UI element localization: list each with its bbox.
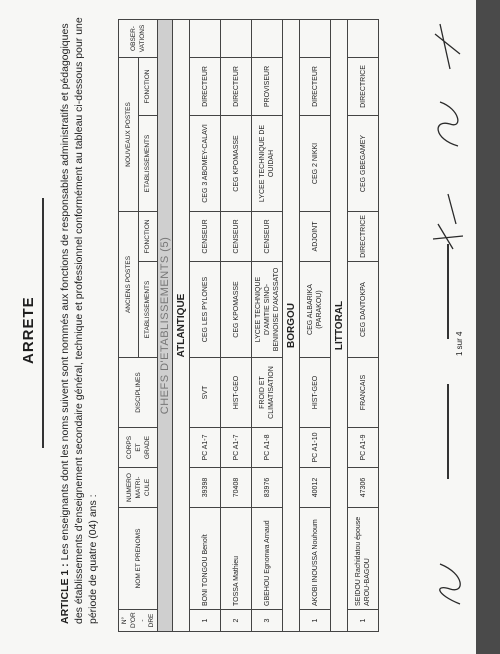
page-number: 1 sur 4 (455, 331, 464, 356)
cell-observation (221, 19, 252, 57)
cell-matricule: 40012 (300, 468, 331, 508)
cell-corps: PC A1-7 (221, 428, 252, 468)
cell-num: 1 (300, 610, 331, 632)
cell-corps: PC A1-7 (190, 428, 221, 468)
cell-discipline: HIST-GEO (300, 358, 331, 428)
cell-old-etab: LYCEE TECHNIQUE D'AMITIE SINO-BENINOISE D'AKASSATO (252, 262, 283, 358)
header-name: NOM ET PRENOMS (119, 508, 158, 610)
section-title: BORGOU (283, 19, 300, 631)
title-underline (42, 198, 44, 448)
cell-name: SEIDOU Rachidatou épouse AROU-BAGOU (348, 508, 379, 610)
section-title: LITTORAL (331, 19, 348, 631)
document-title: ARRETE (20, 296, 37, 364)
cell-corps: PC A1-8 (252, 428, 283, 468)
table-row (300, 19, 331, 631)
header-anciens-postes: ANCIENS POSTES (119, 211, 139, 357)
cell-new-fonction: DIRECTEUR (300, 57, 331, 115)
cell-num: 2 (221, 610, 252, 632)
table-row (190, 19, 221, 631)
signature-initial (428, 94, 468, 154)
cell-discipline: SVT (190, 358, 221, 428)
cell-new-fonction: DIRECTEUR (190, 57, 221, 115)
category-band: CHEFS D'ETABLISSEMENTS (5) (158, 19, 173, 631)
header-corps: CORPS ET GRADE (119, 428, 158, 468)
header-old-etab: ETABLISSEMENTS (138, 262, 158, 358)
cell-name: BONI TONGOU Benoît (190, 508, 221, 610)
cell-new-etab: CEG 3 ABOMEY-CALAVI (190, 115, 221, 211)
header-new-etab: ETABLISSEMENTS (138, 115, 158, 211)
cell-old-etab: CEG KPOMASSE (221, 262, 252, 358)
signature-initial (428, 184, 468, 254)
cell-observation (300, 19, 331, 57)
cell-num: 3 (252, 610, 283, 632)
signature-initial (430, 14, 466, 74)
cell-matricule: 47306 (348, 468, 379, 508)
table-row (348, 19, 379, 631)
cell-discipline: HIST-GEO (221, 358, 252, 428)
table-row (221, 19, 252, 631)
cell-observation (252, 19, 283, 57)
cell-corps: PC A1-10 (300, 428, 331, 468)
cell-name: GBEHOU Egnonwa Arnaud (252, 508, 283, 610)
cell-matricule: 83976 (252, 468, 283, 508)
cell-corps: PC A1-9 (348, 428, 379, 468)
article-label: ARTICLE 1 : (59, 563, 71, 624)
appointments-table (118, 19, 379, 632)
cell-observation (348, 19, 379, 57)
cell-name: TOSSA Mathieu (221, 508, 252, 610)
cell-new-fonction: PROVISEUR (252, 57, 283, 115)
cell-new-fonction: DIRECTEUR (221, 57, 252, 115)
cell-discipline: FROID ET CLIMATISATION (252, 358, 283, 428)
table-row (252, 19, 283, 631)
redaction-bar (447, 384, 449, 479)
cell-new-fonction: DIRECTRICE (348, 57, 379, 115)
header-observations: OBSER- VATIONS (119, 19, 158, 57)
cell-old-fonction: CENSEUR (252, 211, 283, 261)
cell-discipline: FRANCAIS (348, 358, 379, 428)
cell-new-etab: LYCEE TECHNIQUE DE OUIDAH (252, 115, 283, 211)
cell-new-etab: CEG KPOMASSE (221, 115, 252, 211)
cell-new-etab: CEG GBEGAMEY (348, 115, 379, 211)
cell-matricule: 70408 (221, 468, 252, 508)
cell-num: 1 (348, 610, 379, 632)
cell-old-fonction: CENSEUR (221, 211, 252, 261)
redaction-bar (447, 244, 449, 339)
signature-initial (430, 554, 470, 614)
header-matricule: NUMERO MATRI- CULE (119, 468, 158, 508)
cell-old-etab: CEG ALBARIKA (PARAKOU) (300, 262, 331, 358)
header-nouveaux-postes: NOUVEAUX POSTES (119, 57, 139, 211)
cell-old-fonction: ADJOINT (300, 211, 331, 261)
article-text: Les enseignants dont les noms suivent sont nommés aux fonctions de responsables administratifs et pédagogiques des établissements d'enseignement secondaire général, technique et professionnel conformément au tableau ci-dessous pour une période de quatre (04) ans : (59, 17, 99, 624)
article-paragraph (58, 4, 100, 624)
cell-old-etab: CEG LES PYLONES (190, 262, 221, 358)
section-title: ATLANTIQUE (173, 19, 190, 631)
cell-observation (190, 19, 221, 57)
cell-new-etab: CEG 2 NIKKI (300, 115, 331, 211)
cell-matricule: 39398 (190, 468, 221, 508)
header-discipline: DISCIPLINES (119, 358, 158, 428)
header-new-fonction: FONCTION (138, 57, 158, 115)
header-old-fonction: FONCTION (138, 211, 158, 261)
cell-old-fonction: DIRECTRICE (348, 211, 379, 261)
header-num: N° D'OR -DRE (119, 610, 158, 632)
cell-name: AKOBI INOUSSA Nouhoum (300, 508, 331, 610)
cell-old-fonction: CENSEUR (190, 211, 221, 261)
cell-num: 1 (190, 610, 221, 632)
cell-old-etab: CEG DANTOKPA (348, 262, 379, 358)
